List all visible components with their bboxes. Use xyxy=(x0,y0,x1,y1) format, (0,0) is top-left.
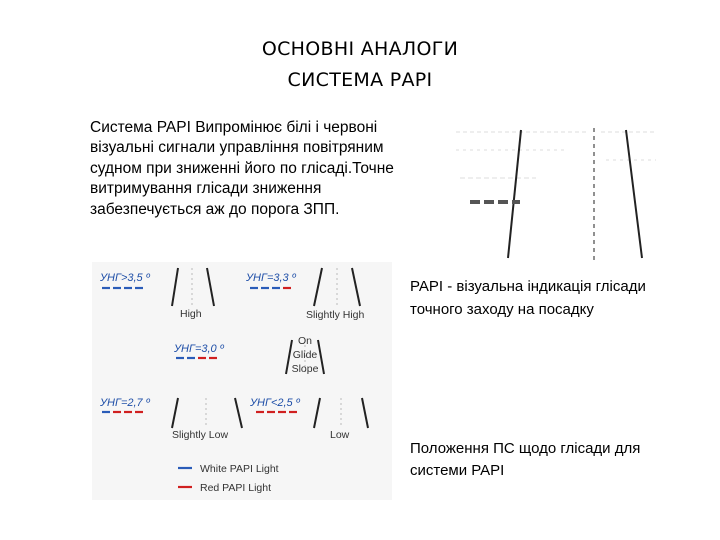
state-label-line-1: On xyxy=(297,335,313,347)
angle-label: УНГ>3,5 º xyxy=(100,272,150,284)
legend-white-label: White PAPI Light xyxy=(200,463,279,475)
runway-left-edge xyxy=(508,130,521,258)
papi-states-figure xyxy=(92,262,392,500)
state-label-line-2: Glide xyxy=(292,349,318,361)
papi-state-slightly-low xyxy=(99,397,242,441)
state-label: Low xyxy=(330,429,350,441)
slide-title xyxy=(0,34,720,96)
angle-label: УНГ=2,7 º xyxy=(100,397,150,409)
state-label: Slightly High xyxy=(306,309,365,321)
state-label-line-3: Slope xyxy=(291,363,319,375)
papi-state-low xyxy=(249,397,368,441)
runway-right-edge xyxy=(626,130,642,258)
papi-light-bar xyxy=(470,200,520,204)
papi-state-slightly-high xyxy=(245,268,365,321)
title-line-1: ОСНОВНІ АНАЛОГИ xyxy=(261,38,459,60)
figure-legend xyxy=(178,463,279,494)
state-label: High xyxy=(180,308,202,320)
angle-label: УНГ<2,5 º xyxy=(250,397,300,409)
title-line-2: СИСТЕМА РАРІ xyxy=(287,69,433,91)
glide-slope-caption: Положення ПС щодо глісади для системи PAPI xyxy=(410,440,641,479)
state-label: Slightly Low xyxy=(172,429,229,441)
angle-label: УНГ=3,0 º xyxy=(174,343,224,355)
papi-state-high xyxy=(99,268,214,320)
angle-label: УНГ=3,3 º xyxy=(246,272,296,284)
runway-papi-illustration xyxy=(446,120,666,265)
papi-description: Система PAPI Випромінює білі і червоні візуальні сигнали управління повітряним судном при зниженні його по глісаді.Точне витримування глісади зниження забезпечується аж до порога ЗПП. xyxy=(90,119,394,218)
papi-state-on-glide-slope xyxy=(173,335,324,375)
legend-red-label: Red PAPI Light xyxy=(200,482,272,494)
papi-caption: PAPI - візуальна індикація глісади точного заходу на посадку xyxy=(410,278,646,318)
